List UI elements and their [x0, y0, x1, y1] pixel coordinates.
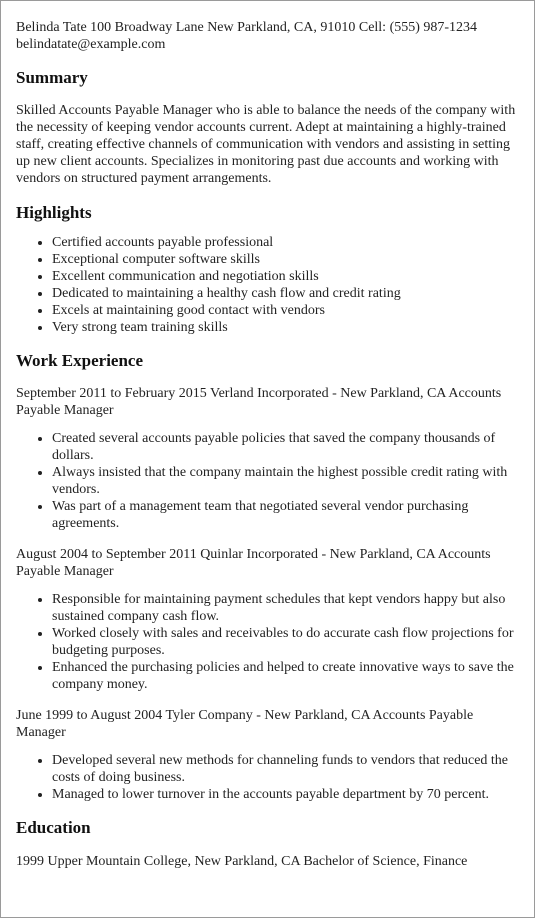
- highlight-item: • Dedicated to maintaining a healthy cash flow and credit rating: [52, 285, 526, 302]
- job-header: September 2011 to February 2015 Verland Incorporated - New Parkland, CA Accounts Payable Manager: [16, 386, 502, 418]
- job-entry: [16, 385, 526, 532]
- job-entry: [16, 546, 526, 693]
- contact-address-line: Belinda Tate 100 Broadway Lane New Parkland, CA, 91010 Cell: (555) 987-1234: [16, 20, 478, 35]
- highlight-item: • Exceptional computer software skills: [52, 251, 526, 268]
- job-duty-item: • Created several accounts payable policies that saved the company thousands of dollars.: [52, 430, 526, 464]
- highlight-item: • Very strong team training skills: [52, 319, 526, 336]
- job-duties-list: [16, 752, 526, 803]
- job-entry: [16, 707, 526, 803]
- job-duty-item: • Managed to lower turnover in the accounts payable department by 70 percent.: [52, 786, 526, 803]
- job-duties-list: [16, 430, 526, 532]
- job-duties-list: [16, 591, 526, 693]
- highlights-heading: Highlights: [16, 203, 92, 222]
- job-header: June 1999 to August 2004 Tyler Company - New Parkland, CA Accounts Payable Manager: [16, 708, 474, 740]
- highlight-item: • Excels at maintaining good contact with vendors: [52, 302, 526, 319]
- education-section: [16, 818, 526, 870]
- job-duty-item: • Worked closely with sales and receivables to do accurate cash flow projections for budgeting purposes.: [52, 625, 526, 659]
- job-duty-item: • Was part of a management team that negotiated several vendor purchasing agreements.: [52, 498, 526, 532]
- highlight-item: • Certified accounts payable professional: [52, 234, 526, 251]
- highlight-item: • Excellent communication and negotiation skills: [52, 268, 526, 285]
- work-experience-heading: Work Experience: [16, 351, 144, 370]
- summary-text: Skilled Accounts Payable Manager who is able to balance the needs of the company with the necessity of keeping vendor accounts current. Adept at maintaining a highly-trained staff, creating effective channels of communication with vendors and assisting in setting up new client accounts. Specializes in monitoring past due accounts and working with vendors on structured payment arrangements.: [16, 103, 516, 186]
- summary-section: [16, 68, 526, 187]
- job-duty-item: • Responsible for maintaining payment schedules that kept vendors happy but also sustained company cash flow.: [52, 591, 526, 625]
- highlights-section: [16, 203, 526, 336]
- education-entry: 1999 Upper Mountain College, New Parkland, CA Bachelor of Science, Finance: [16, 854, 468, 869]
- highlights-list: [16, 234, 526, 336]
- contact-block: [16, 19, 526, 53]
- job-duty-item: • Developed several new methods for channeling funds to vendors that reduced the costs of doing business.: [52, 752, 526, 786]
- work-experience-section: [16, 351, 526, 803]
- education-heading: Education: [16, 818, 91, 837]
- resume-content: [16, 19, 526, 870]
- job-duty-item: • Always insisted that the company maintain the highest possible credit rating with vendors.: [52, 464, 526, 498]
- contact-email: belindatate@example.com: [16, 37, 166, 52]
- summary-heading: Summary: [16, 68, 88, 87]
- job-duty-item: • Enhanced the purchasing policies and helped to create innovative ways to save the company money.: [52, 659, 526, 693]
- job-header: August 2004 to September 2011 Quinlar Incorporated - New Parkland, CA Accounts Payable Manager: [16, 547, 491, 579]
